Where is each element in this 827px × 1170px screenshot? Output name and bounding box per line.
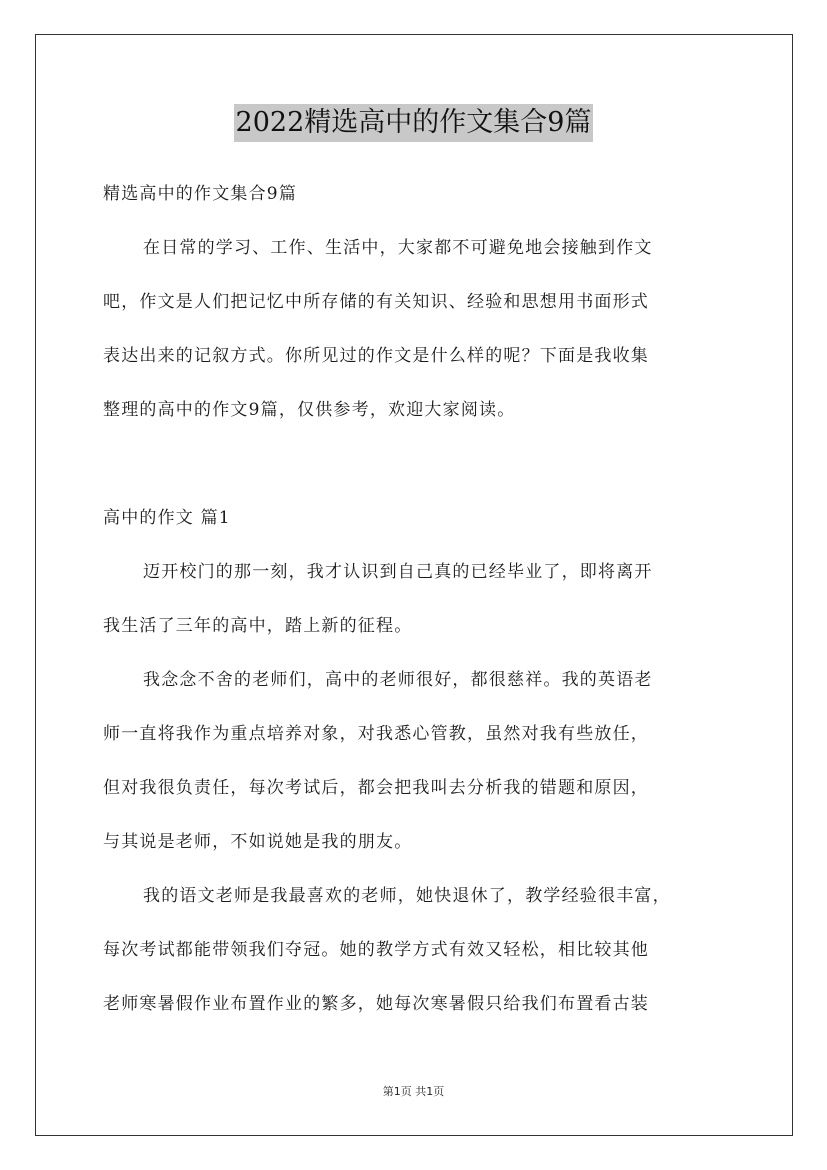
document-subtitle: 精选高中的作文集合9篇 xyxy=(103,184,298,204)
paragraph-line: 但对我很负责任，每次考试后，都会把我叫去分析我的错题和原因， xyxy=(103,778,649,798)
paragraph-line: 我念念不舍的老师们，高中的老师很好，都很慈祥。我的英语老 xyxy=(143,670,653,690)
intro-line: 在日常的学习、工作、生活中，大家都不可避免地会接触到作文 xyxy=(143,238,653,258)
document-title: 2022精选高中的作文集合9篇 xyxy=(234,104,594,142)
paragraph-line: 老师寒暑假作业布置作业的繁多，她每次寒暑假只给我们布置看古装 xyxy=(103,994,649,1014)
page-number-footer: 第1页 共1页 xyxy=(382,1085,445,1098)
paragraph-line: 与其说是老师，不如说她是我的朋友。 xyxy=(103,832,413,852)
paragraph-line: 我生活了三年的高中，踏上新的征程。 xyxy=(103,616,413,636)
intro-line: 整理的高中的作文9篇，仅供参考，欢迎大家阅读。 xyxy=(103,400,516,420)
intro-line: 表达出来的记叙方式。你所见过的作文是什么样的呢？下面是我收集 xyxy=(103,346,649,366)
paragraph-line: 我的语文老师是我最喜欢的老师，她快退休了，教学经验很丰富， xyxy=(143,886,671,906)
paragraph-line: 每次考试都能带领我们夺冠。她的教学方式有效又轻松，相比较其他 xyxy=(103,940,649,960)
title-wrap xyxy=(0,104,827,142)
paragraph-line: 师一直将我作为重点培养对象，对我悉心管教，虽然对我有些放任， xyxy=(103,724,649,744)
paragraph-line: 迈开校门的那一刻，我才认识到自己真的已经毕业了，即将离开 xyxy=(143,562,653,582)
section-heading: 高中的作文 篇1 xyxy=(103,508,231,528)
intro-line: 吧，作文是人们把记忆中所存储的有关知识、经验和思想用书面形式 xyxy=(103,292,649,312)
